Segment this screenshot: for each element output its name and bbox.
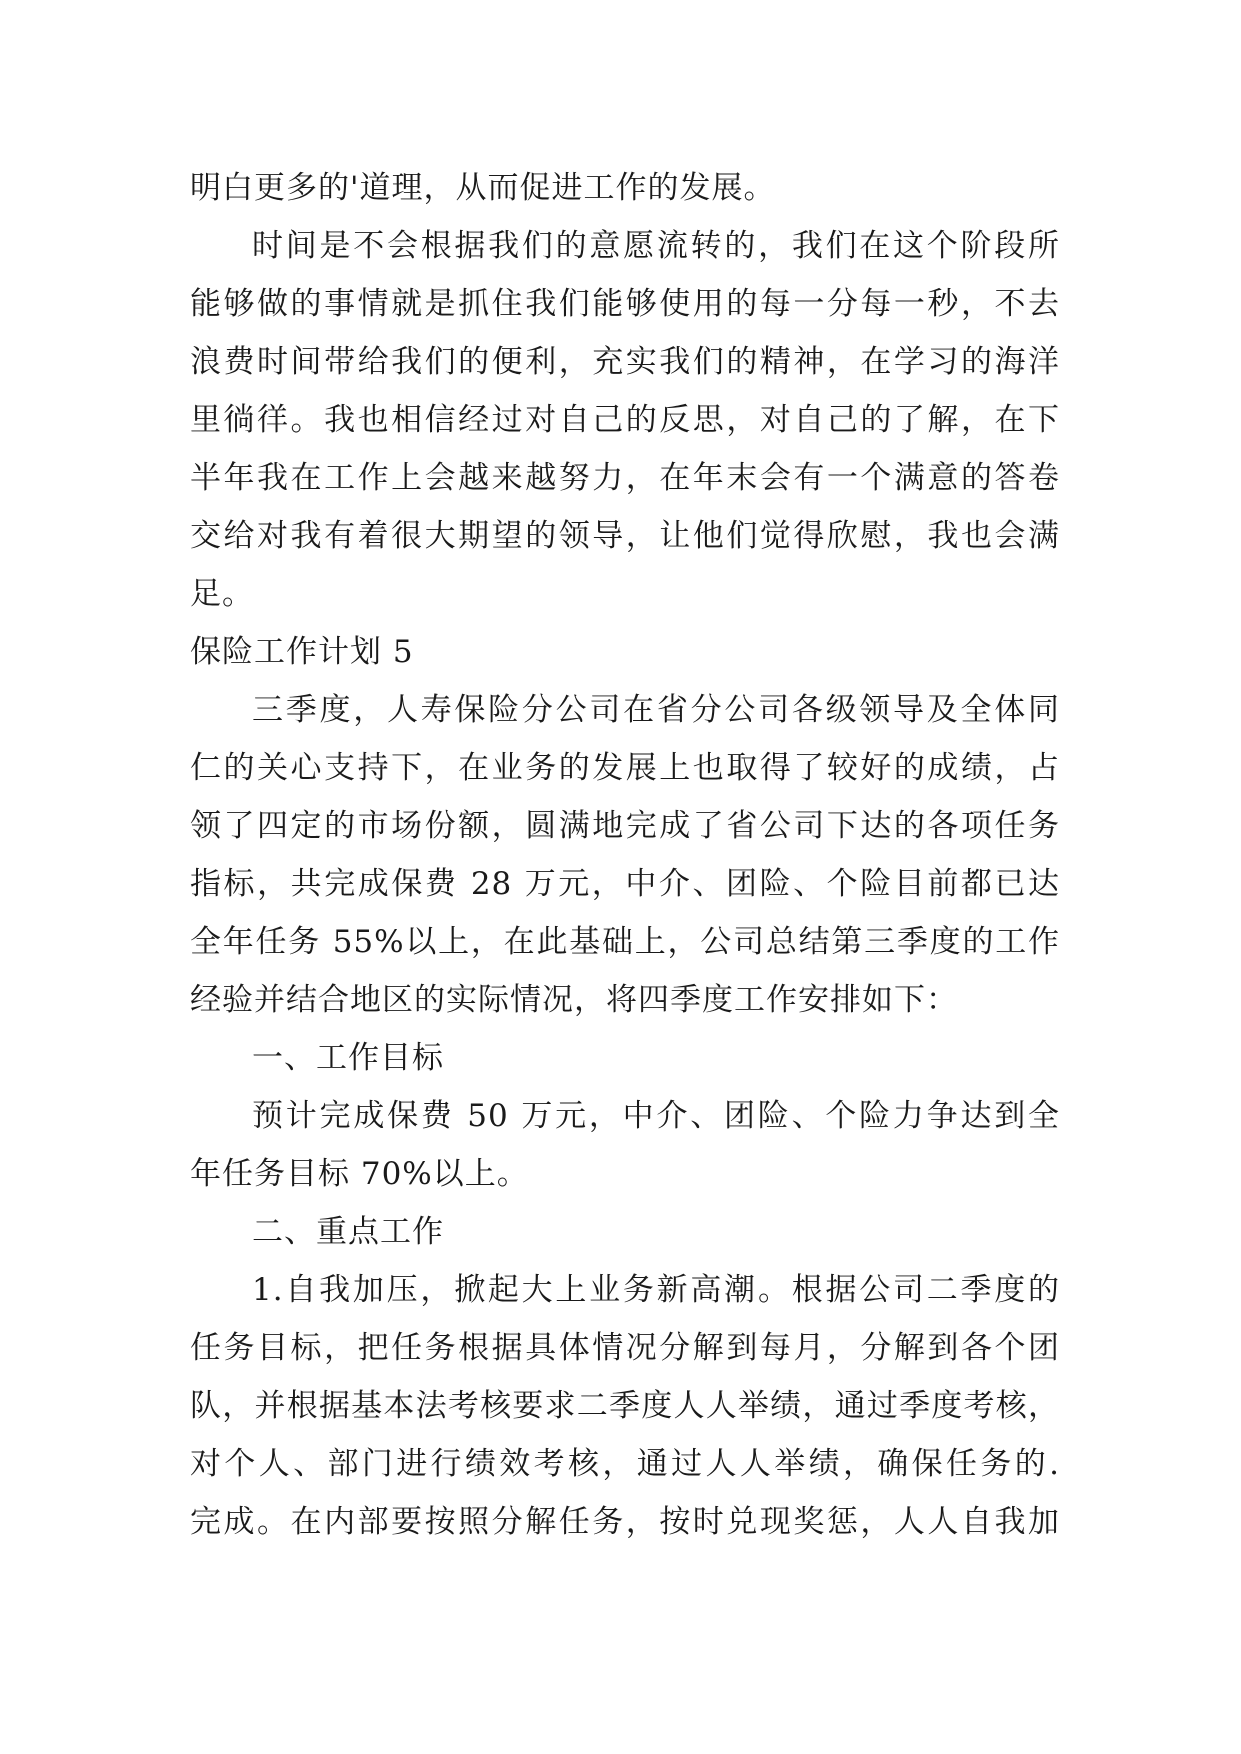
text-line: 全年任务 55%以上，在此基础上，公司总结第三季度的工作 — [190, 924, 1060, 960]
text-line: 指标，共完成保费 28 万元，中介、团险、个险目前都已达 — [190, 866, 1060, 902]
text-line: 里徜徉。我也相信经过对自己的反思，对自己的了解，在下 — [190, 402, 1060, 438]
text-line: 半年我在工作上会越来越努力，在年末会有一个满意的答卷 — [190, 460, 1060, 496]
text-line: 明白更多的'道理，从而促进工作的发展。 — [190, 170, 776, 206]
text-line: 仁的关心支持下，在业务的发展上也取得了较好的成绩，占 — [190, 750, 1060, 786]
text-line: 对个人、部门进行绩效考核，通过人人举绩，确保任务的. — [190, 1446, 1060, 1482]
text-line: 浪费时间带给我们的便利，充实我们的精神，在学习的海洋 — [190, 344, 1060, 380]
subheading: 一、工作目标 — [252, 1040, 444, 1076]
text-line: 时间是不会根据我们的意愿流转的，我们在这个阶段所 — [252, 228, 1060, 264]
text-line: 预计完成保费 50 万元，中介、团险、个险力争达到全 — [252, 1098, 1060, 1134]
text-line: 领了四定的市场份额，圆满地完成了省公司下达的各项任务 — [190, 808, 1060, 844]
section-heading: 保险工作计划 5 — [190, 634, 414, 670]
text-line: 1.自我加压，掀起大上业务新高潮。根据公司二季度的 — [252, 1272, 1060, 1308]
text-line: 完成。在内部要按照分解任务，按时兑现奖惩，人人自我加 — [190, 1504, 1060, 1540]
text-line: 能够做的事情就是抓住我们能够使用的每一分每一秒，不去 — [190, 286, 1060, 322]
text-line: 三季度，人寿保险分公司在省分公司各级领导及全体同 — [252, 692, 1060, 728]
text-line: 经验并结合地区的实际情况，将四季度工作安排如下： — [190, 982, 958, 1018]
text-line: 交给对我有着很大期望的领导，让他们觉得欣慰，我也会满 — [190, 518, 1060, 554]
text-line: 任务目标，把任务根据具体情况分解到每月，分解到各个团 — [190, 1330, 1060, 1366]
text-line: 足。 — [190, 576, 254, 612]
subheading: 二、重点工作 — [252, 1214, 444, 1250]
text-line: 队，并根据基本法考核要求二季度人人举绩，通过季度考核， — [190, 1388, 1060, 1424]
text-line: 年任务目标 70%以上。 — [190, 1156, 529, 1192]
